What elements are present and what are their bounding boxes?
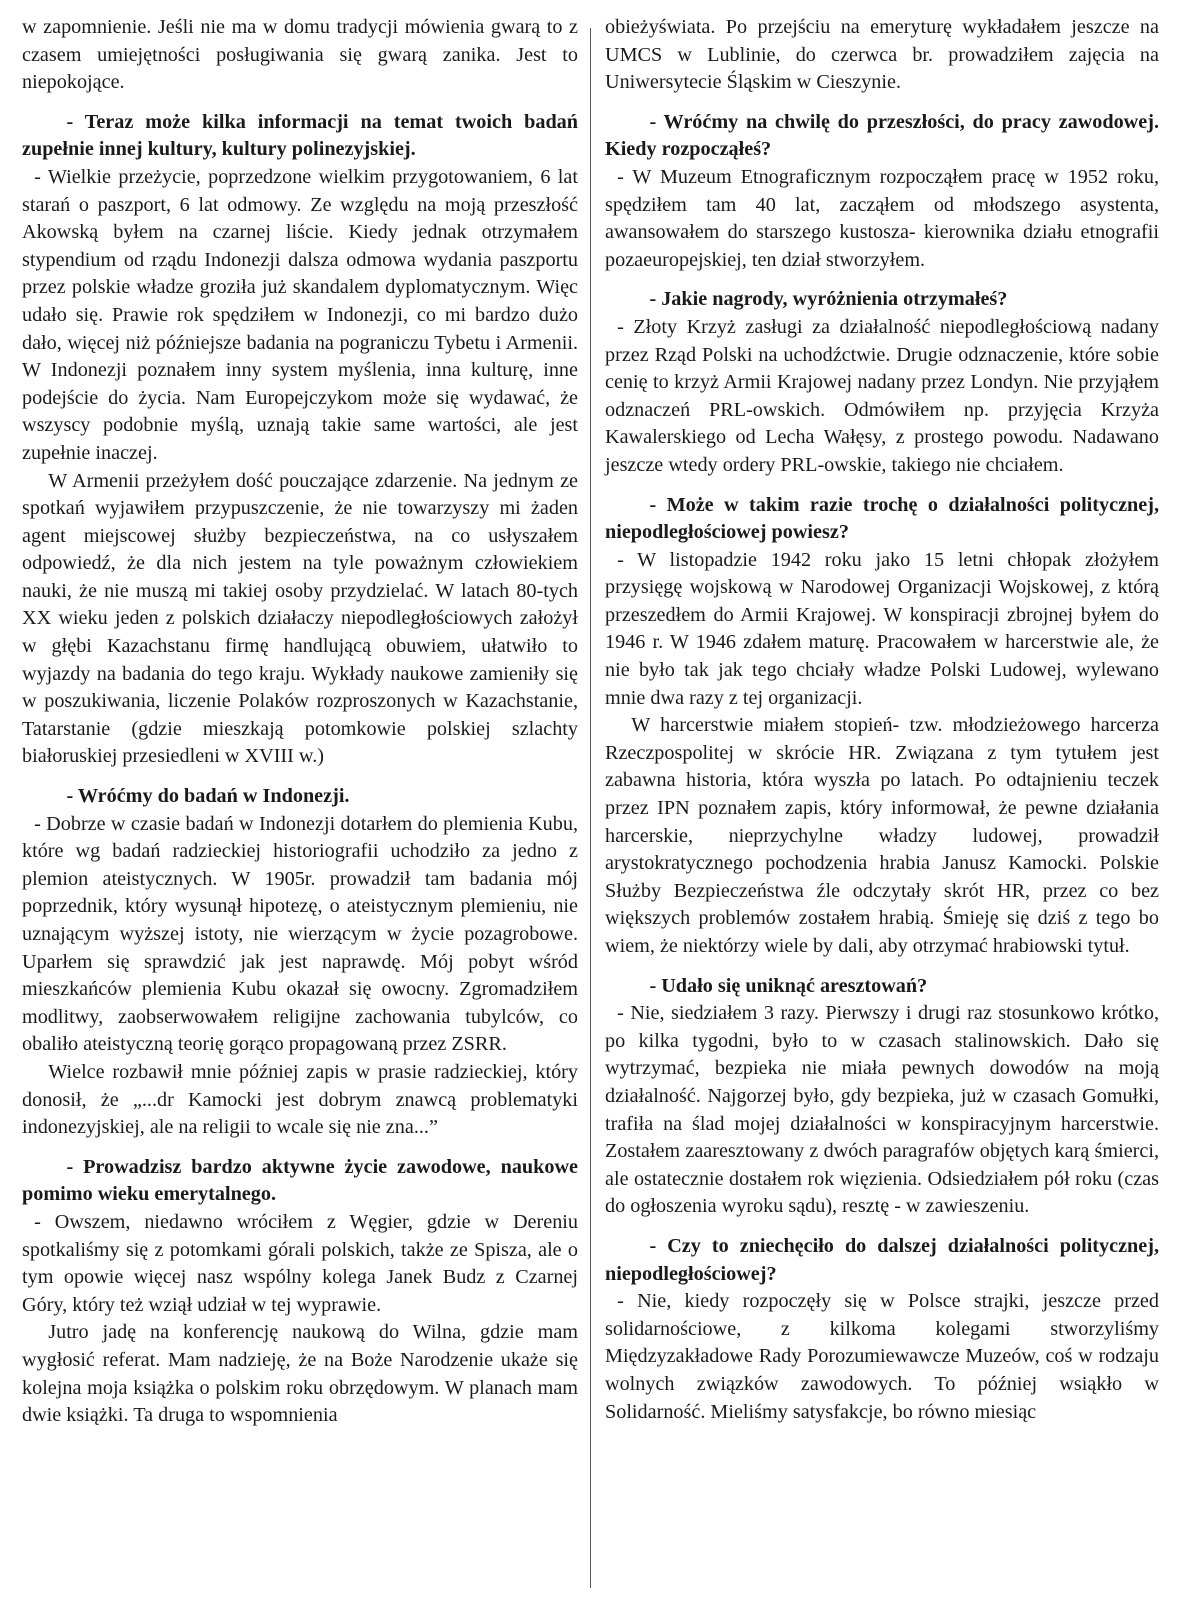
paragraph: obieżyświata. Po przejściu na emeryturę wykładałem jeszcze na UMCS w Lublinie, do czerwca br. prowadziłem zajęcia na Uniwersytecie Śląskim w Cieszynie. — [605, 16, 1159, 94]
interview-answer: - Dobrze w czasie badań w Indonezji dotarłem do plemienia Kubu, które wg badań radzieckiej historiografii uchodziło za jedno z plemion ateistycznych. W 1905r. prowadził tam badania mój poprzednik, który wysunął hipotezę, o ateistycznym plemieniu, nie uznającym wyższej istoty, nie wierzącym w życie pozagrobowe. Uparłem się sprawdzić jak jest naprawdę. Mój pobyt wśród mieszkańców plemienia Kubu okazał się owocny. Zgromadziłem modlitwy, zaobserwowałem religijne zachowania tubylców, co obaliło ateistyczną teorię gorąco propagowaną przez ZSRR. — [22, 812, 578, 1056]
paragraph: W harcerstwie miałem stopień- tzw. młodzieżowego harcerza Rzeczpospolitej w skrócie HR. Związana z tym tytułem jest zabawna historia, która wyszła po latach. Po odtajnieniu teczek przez IPN poznałem zapis, który informował, że pewne działania harcerskie, nieprzychylne władzy ludowej, prowadził arystokratycznego pochodzenia hrabia Janusz Kamocki. Polskie Służby Bezpieczeństwa źle odczytały skrót HR, przez co bez większych problemów zostałem hrabią. Śmieję się dziś z tego bo wiem, że niektórzy wiele by dali, aby otrzymać hrabiowski tytuł. — [605, 714, 1159, 957]
interview-question: - Teraz może kilka informacji na temat twoich badań zupełnie innej kultury, kultury polinezyjskiej. — [22, 110, 578, 161]
right-column — [591, 14, 1159, 1600]
interview-question: - Wróćmy na chwilę do przeszłości, do pracy zawodowej. Kiedy rozpocząłeś? — [605, 110, 1159, 161]
interview-answer: - Nie, kiedy rozpoczęły się w Polsce strajki, jeszcze przed solidarnościowe, z kilkoma kolegami stworzyliśmy Międzyzakładowe Rady Porozumiewawcze Muzeów, coś w rodzaju wolnych związków zawodowych. To później wsiąkło w Solidarność. Mieliśmy satysfakcje, bo równo miesiąc — [605, 1290, 1159, 1423]
interview-answer: - Złoty Krzyż zasługi za działalność niepodległościową nadany przez Rząd Polski na uchodźctwie. Drugie odznaczenie, które sobie cenię to krzyż Armii Krajowej nadany przez Londyn. Nie przyjąłem odznaczeń PRL-owskich. Odmówiłem np. przyjęcia Krzyża Kawalerskiego od Lecha Wałęsy, z prostego powodu. Nadawano jeszcze wtedy ordery PRL-owskie, takiego nie chciałem. — [605, 315, 1159, 476]
interview-answer: - Nie, siedziałem 3 razy. Pierwszy i drugi raz stosunkowo krótko, po kilka tygodni, było to w czasach stalinowskich. Dało się wytrzymać, bezpieka nie miała pewnych dowodów na moją działalność. Najgorzej było, gdy bezpieka, już w czasach Gomułki, trafiła na ślad mojej działalności w konspiracyjnym harcerstwie. Zostałem zaaresztowany z dwóch paragrafów objętych karą śmierci, ale ostatecznie dostałem rok więzienia. Odsiedziałem pół roku (czas do ogłoszenia wyroku sądu), resztę - w zawieszeniu. — [605, 1002, 1159, 1218]
interview-question: - Udało się uniknąć aresztowań? — [649, 974, 928, 997]
paragraph: w zapomnienie. Jeśli nie ma w domu tradycji mówienia gwarą to z czasem umiejętności posługiwania się gwarą zanika. Jest to niepokojące. — [22, 16, 578, 94]
paragraph: W Armenii przeżyłem dość pouczające zdarzenie. Na jednym ze spotkań wyjawiłem przypuszczenie, że nie towarzyszy mi żaden agent miejscowej służby bezpieczeństwa, na co usłyszałem odpowiedź, że dla nich jestem na tyle poważnym człowiekiem nauki, że nie muszą mi takiej osoby przydzielać. W latach 80-tych XX wieku jeden z polskich działaczy niepodległościowych założył w głębi Kazachstanu firmę handlującą obuwiem, ułatwiło to wyjazdy na badania do tego kraju. Wykłady naukowe zamieniły się w poszukiwania, liczenie Polaków rozproszonych w Kazachstanie, Tatarstanie (gdzie mieszkają potomkowie polskiej szlachty białoruskiej przesiedleni w XVIII w.) — [22, 469, 578, 768]
interview-question: - Prowadzisz bardzo aktywne życie zawodowe, naukowe pomimo wieku emerytalnego. — [22, 1155, 578, 1206]
left-column — [22, 14, 590, 1600]
interview-question: - Wróćmy do badań w Indonezji. — [66, 785, 350, 808]
interview-question: - Jakie nagrody, wyróżnienia otrzymałeś? — [649, 288, 1008, 311]
paragraph: Jutro jadę na konferencję naukową do Wilna, gdzie mam wygłosić referat. Mam nadzieję, że na Boże Narodzenie ukaże się kolejna moja książka o polskim roku obrzędowym. W planach mam dwie książki. Ta druga to wspomnienia — [22, 1321, 578, 1427]
interview-answer: - W listopadzie 1942 roku jako 15 letni chłopak złożyłem przysięgę wojskową w Narodowej Organizacji Wojskowej, z którą przeszedłem do Armii Krajowej. W konspiracji zbrojnej byłem do 1946 r. W 1946 zdałem maturę. Pracowałem w harcerstwie ale, że nie było tak jak tego chciały władze Polski Ludowej, wylewano mnie dwa razy z tej organizacji. — [605, 548, 1159, 709]
interview-answer: - W Muzeum Etnograficznym rozpocząłem pracę w 1952 roku, spędziłem tam 40 lat, zacząłem od młodszego asystenta, awansowałem do starszego kustosza- kierownika działu etnografii pozaeuropejskiej, ten dział stworzyłem. — [605, 165, 1159, 271]
interview-question: - Czy to zniechęciło do dalszej działalności politycznej, niepodległościowej? — [605, 1234, 1159, 1285]
interview-answer: - Owszem, niedawno wróciłem z Węgier, gdzie w Dereniu spotkaliśmy się z potomkami górali polskich, także ze Spisza, ale o tym opowie więcej nasz wspólny kolega Janek Budz z Czarnej Góry, który też wziął udział w tej wyprawie. — [22, 1210, 578, 1316]
paragraph: Wielce rozbawił mnie później zapis w prasie radzieckiej, który donosił, że „...dr Kamocki jest dobrym znawcą problematyki indonezyjskiej, ale na religii to wcale się nie zna...” — [22, 1060, 578, 1139]
interview-answer: - Wielkie przeżycie, poprzedzone wielkim przygotowaniem, 6 lat starań o paszport, 6 lat odmowy. Ze względu na moją przeszłość Akowską byłem na czarnej liście. Kiedy jednak otrzymałem stypendium od rządu Indonezji dalsza odmowa wydania paszportu przez polskie władze groziła już skandalem dyplomatycznym. Więc udało się. Prawie rok spędziłem w Indonezji, co mi bardzo dużo dało, więcej niż późniejsze badania na pograniczu Tybetu i Armenii. W Indonezji poznałem inny system myślenia, inna kulturę, inne podejście do życia. Nam Europejczykom może się wydawać, że wszyscy podobnie myślą, uznają takie same wartości, ale jest zupełnie inaczej. — [22, 165, 578, 464]
interview-question: - Może w takim razie trochę o działalności politycznej, niepodległościowej powiesz? — [605, 493, 1159, 544]
